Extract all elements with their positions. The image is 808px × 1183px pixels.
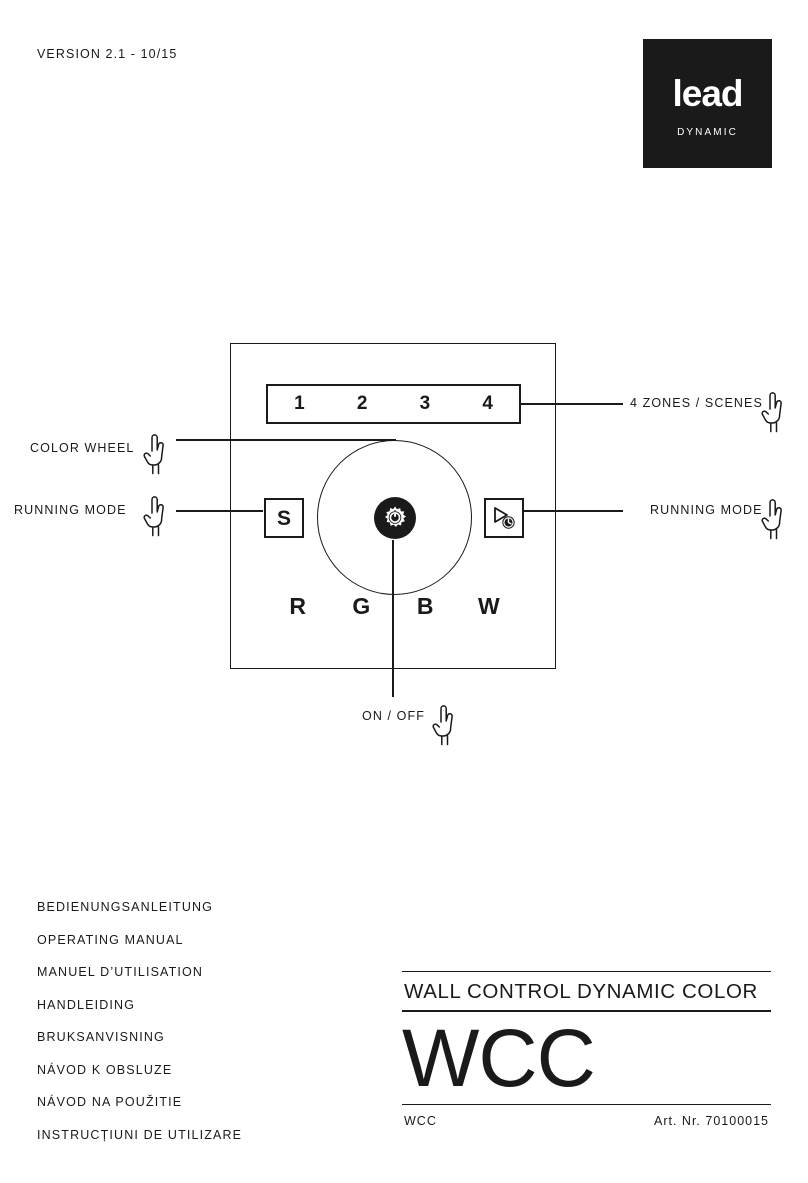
channel-label-w: W <box>478 593 501 619</box>
pointing-hand-icon <box>143 432 169 476</box>
brand-logo <box>643 39 772 168</box>
list-item: OPERATING MANUAL <box>37 932 184 947</box>
list-item: MANUEL D’UTILISATION <box>37 965 204 979</box>
product-footer <box>402 1105 771 1128</box>
product-title: WALL CONTROL DYNAMIC COLOR <box>404 980 758 1004</box>
list-item: BEDIENUNGSANLEITUNG <box>37 900 214 914</box>
callout-line-running-mode-right <box>523 510 623 512</box>
s-button-label: S <box>276 506 291 530</box>
callout-label-color-wheel: COLOR WHEEL <box>30 441 135 455</box>
callout-line-zones <box>520 403 623 405</box>
callout-label-running-mode-left: RUNNING MODE <box>14 503 127 517</box>
zone-button-2[interactable]: 2 <box>356 393 368 414</box>
list-item: HANDLEIDING <box>37 997 136 1012</box>
callout-line-running-mode-left <box>176 510 263 512</box>
channel-label-b: B <box>416 593 434 619</box>
zone-button-1[interactable]: 1 <box>294 393 305 414</box>
list-item: INSTRUCȚIUNI DE UTILIZARE <box>37 1127 243 1142</box>
callout-line-color-wheel <box>176 439 396 441</box>
power-settings-icon[interactable] <box>374 497 416 539</box>
callout-label-running-mode-right: RUNNING MODE <box>650 503 763 517</box>
callout-line-on-off <box>392 540 394 697</box>
list-item: NÁVOD K OBSLUZE <box>37 1062 173 1077</box>
list-item: NÁVOD NA POUŽITIE <box>37 1095 183 1109</box>
running-mode-play-button[interactable] <box>484 498 524 538</box>
product-footer-name: WCC <box>404 1114 437 1129</box>
zone-button-3[interactable]: 3 <box>419 393 431 414</box>
pointing-hand-icon <box>761 390 787 434</box>
pointing-hand-icon <box>432 703 458 747</box>
play-timer-icon <box>490 504 518 532</box>
callout-label-zones: 4 ZONES / SCENES <box>630 396 763 410</box>
logo-subtitle: DYNAMIC <box>677 127 738 138</box>
channel-label-g: G <box>352 593 371 619</box>
list-item: BRUKSANVISNING <box>37 1030 165 1044</box>
running-mode-s-button[interactable] <box>264 498 304 538</box>
product-block <box>402 971 771 1128</box>
logo-wordmark: lead <box>672 73 743 114</box>
channel-label-r: R <box>289 593 307 619</box>
product-code: WCC <box>402 1012 595 1104</box>
product-article-number: Art. Nr. 70100015 <box>654 1114 769 1129</box>
language-list <box>37 900 367 1160</box>
zone-button-4[interactable]: 4 <box>482 393 493 414</box>
pointing-hand-icon <box>143 494 169 538</box>
callout-label-on-off: ON / OFF <box>362 709 425 723</box>
version-text: VERSION 2.1 - 10/15 <box>37 47 178 61</box>
pointing-hand-icon <box>761 497 787 541</box>
zones-scenes-bar[interactable] <box>266 384 521 424</box>
